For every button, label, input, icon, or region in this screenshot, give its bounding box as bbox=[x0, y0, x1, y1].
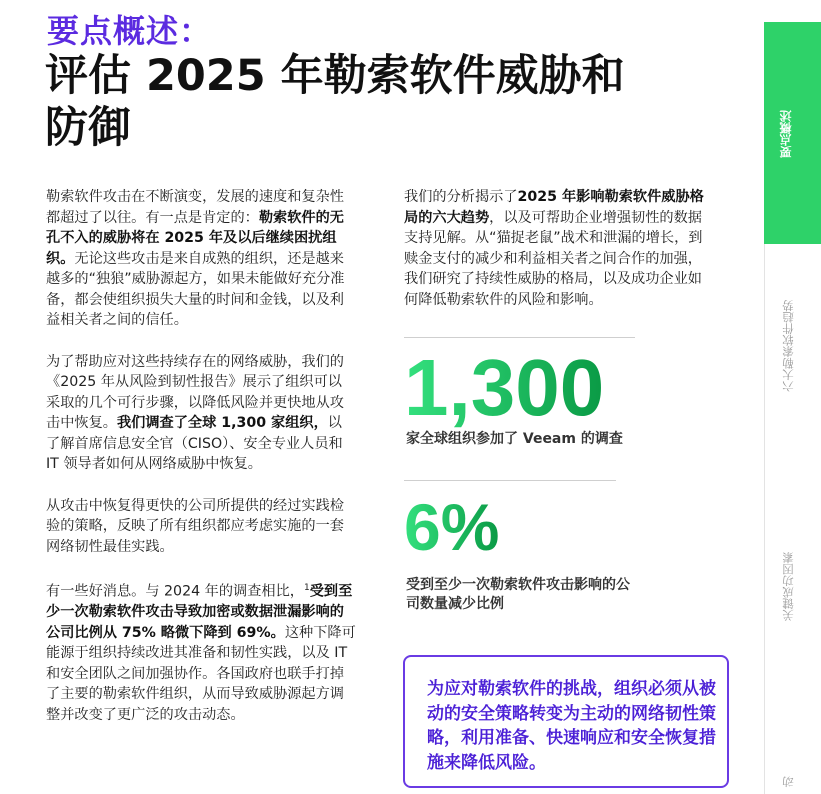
stat-caption-decline: 受到至少一次勒索软件攻击影响的公司数量减少比例 bbox=[406, 577, 630, 612]
p4-bold: 受到至少一次勒索软件攻击导致加密或数据泄漏影响的公司比例从 75% 略微下降到 69%。 bbox=[46, 583, 353, 641]
p1-text: 勒索软件攻击在不断演变，发展的速度和复杂性都超过了以往。有一点是肯定的： bbox=[46, 189, 344, 226]
left-column bbox=[46, 187, 356, 746]
side-nav-item-success-factors[interactable]: 关键成功因素 bbox=[781, 552, 795, 621]
divider bbox=[404, 480, 616, 481]
rp-text: 我们的分析揭示了 bbox=[404, 189, 518, 205]
side-nav-item-trends[interactable]: 六大勒索软件趋势 bbox=[781, 300, 795, 392]
p1-text-end: 无论这些攻击是来自成熟的组织，还是越来越多的“独狼”威胁源起方，如果未能做好充分准备，都会使组织损失大量的时间和金钱，以及利益相关者之间的信任。 bbox=[46, 250, 345, 328]
page-title: 评估 2025 年勒索软件威胁和防御 bbox=[45, 51, 625, 153]
p4-text-end: 这种下降可能源于组织持续改进其准备和韧性实践，以及 IT 和安全团队之间加强协作。各国政府也联手打掉了主要的勒索软件组织，从而导致威胁源起方调整并改变了更广泛的攻击动态。 bbox=[46, 624, 356, 723]
paragraph-2 bbox=[46, 352, 356, 475]
side-nav-item-partial[interactable]: 动 bbox=[781, 776, 795, 788]
footnote-ref[interactable]: 1 bbox=[303, 583, 310, 593]
p2-text-end: 以了解首席信息安全官（CISO）、安全专业人员和 IT 领导者如何从网络威胁中恢复。 bbox=[46, 415, 343, 472]
p2-bold: 我们调查了全球 1,300 家组织， bbox=[116, 415, 328, 431]
side-nav-rule bbox=[764, 244, 765, 794]
divider bbox=[404, 337, 635, 338]
rp-text-end: ，以及可帮助企业增强韧性的数据支持见解。从“猫捉老鼠”战术和泄漏的增长，到赎金支付的减少和利益相关者之间合作的加强，我们研究了持续性威胁的格局，以及成功企业如何降低勒索软件的风险和影响。 bbox=[404, 209, 703, 308]
p1-bold: 勒索软件的无孔不入的威胁将在 2025 年及以后继续困扰组织。 bbox=[46, 209, 344, 267]
p4-text: 有一些好消息。与 2024 年的调查相比， bbox=[46, 583, 304, 600]
section-kicker: 要点概述： bbox=[47, 12, 213, 50]
paragraph-3: 从攻击中恢复得更快的公司所提供的经过实践检验的策略，反映了所有组织都应考虑实施的一套网络韧性最佳实践。 bbox=[46, 497, 344, 555]
p2-text: 为了帮助应对这些持续存在的网络威胁，我们的《2025 年从风险到韧性报告》展示了组织可以采取的几个可行步骤，以降低风险并更快地从攻击中恢复。 bbox=[46, 353, 344, 431]
rp-bold: 2025 年影响勒索软件威胁格局的六大趋势 bbox=[404, 189, 704, 226]
right-paragraph bbox=[404, 187, 709, 310]
stat-value-orgs: 1,300 bbox=[404, 343, 605, 432]
callout-box bbox=[403, 655, 729, 788]
side-nav-active-label[interactable]: 要点概述 bbox=[779, 110, 793, 158]
stat-value-decline: 6% bbox=[404, 490, 500, 564]
paragraph-4 bbox=[46, 578, 356, 725]
callout-text: 为应对勒索软件的挑战，组织必须从被动的安全策略转变为主动的网络韧性策略，利用准备、快速响应和安全恢复措施来降低风险。 bbox=[427, 679, 716, 773]
paragraph-1 bbox=[46, 187, 356, 331]
right-column bbox=[404, 187, 709, 331]
stat-caption-orgs: 家全球组织参加了 Veeam 的调查 bbox=[406, 431, 623, 447]
